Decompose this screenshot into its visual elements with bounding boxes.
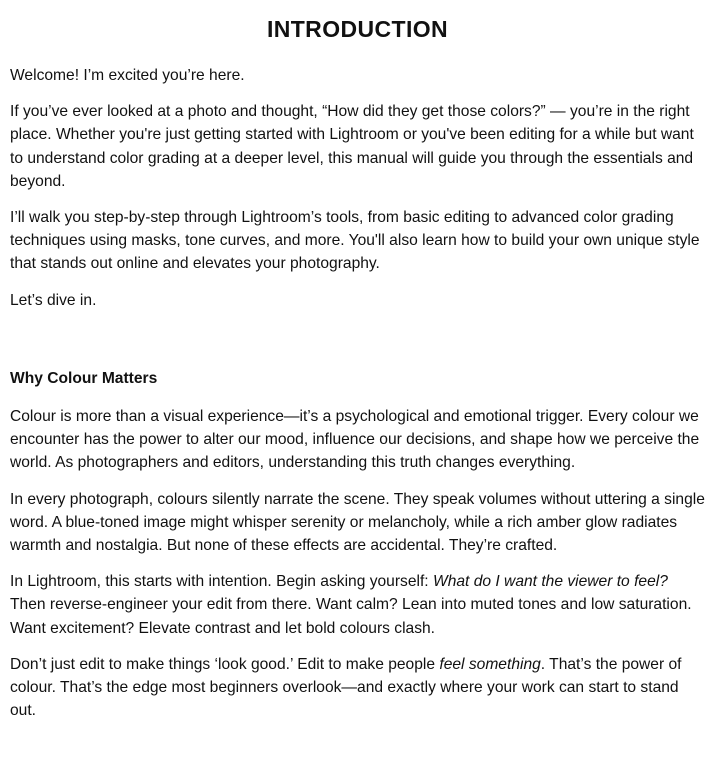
section-paragraph-4-start: Don’t just edit to make things ‘look good.’ Edit to make people — [10, 655, 440, 673]
section-paragraph-4 — [10, 653, 705, 723]
section-paragraph-3 — [10, 570, 705, 640]
section-spacer — [10, 325, 705, 367]
intro-paragraph-3: Let’s dive in. — [10, 291, 97, 309]
section-paragraph-2: In every photograph, colours silently narrate the scene. They speak volumes without uttering a single word. A blue-toned image might whisper serenity or melancholy, while a rich amber glow radiates warmth and nostalgia. But none of these effects are accidental. They’re crafted. — [10, 490, 705, 555]
page-title: INTRODUCTION — [266, 16, 449, 42]
welcome-paragraph: Welcome! I’m excited you’re here. — [10, 67, 245, 84]
section-paragraph-1: Colour is more than a visual experience—it’s a psychological and emotional trigger. Every colour we encounter has the power to alter our mood, influence our decisions, and shape how we perceive the world. As photographers and editors, understanding this truth changes everything. — [10, 408, 700, 472]
section-paragraph-4-italic: feel something — [439, 655, 541, 673]
intro-paragraph-1: If you’ve ever looked at a photo and thought, “How did they get those colors?” — you’re in the right place. Whether you're just getting started with Lightroom or you've been editing for a while but want to understand color grading at a deeper level, this manual will guide you through the essentials and beyond. — [10, 103, 694, 190]
section-paragraph-3-end: Then reverse-engineer your edit from there. Want calm? Lean into muted tones and low saturation. Want excitement? Elevate contrast and let bold colours clash. — [10, 596, 692, 637]
section-paragraph-3-italic: What do I want the viewer to feel? — [432, 573, 668, 591]
section-paragraph-3-start: In Lightroom, this starts with intention. Begin asking yourself: — [10, 573, 433, 591]
section-heading: Why Colour Matters — [10, 369, 158, 387]
section-paragraph-4-end: . That’s the power of colour. That’s the edge most beginners overlook—and exactly where your work can start to stand out. — [10, 655, 682, 720]
intro-paragraph-2: I’ll walk you step-by-step through Lightroom’s tools, from basic editing to advanced color grading techniques using masks, tone curves, and more. You'll also learn how to build your own unique style that stands out online and elevates your photography. — [10, 209, 700, 273]
